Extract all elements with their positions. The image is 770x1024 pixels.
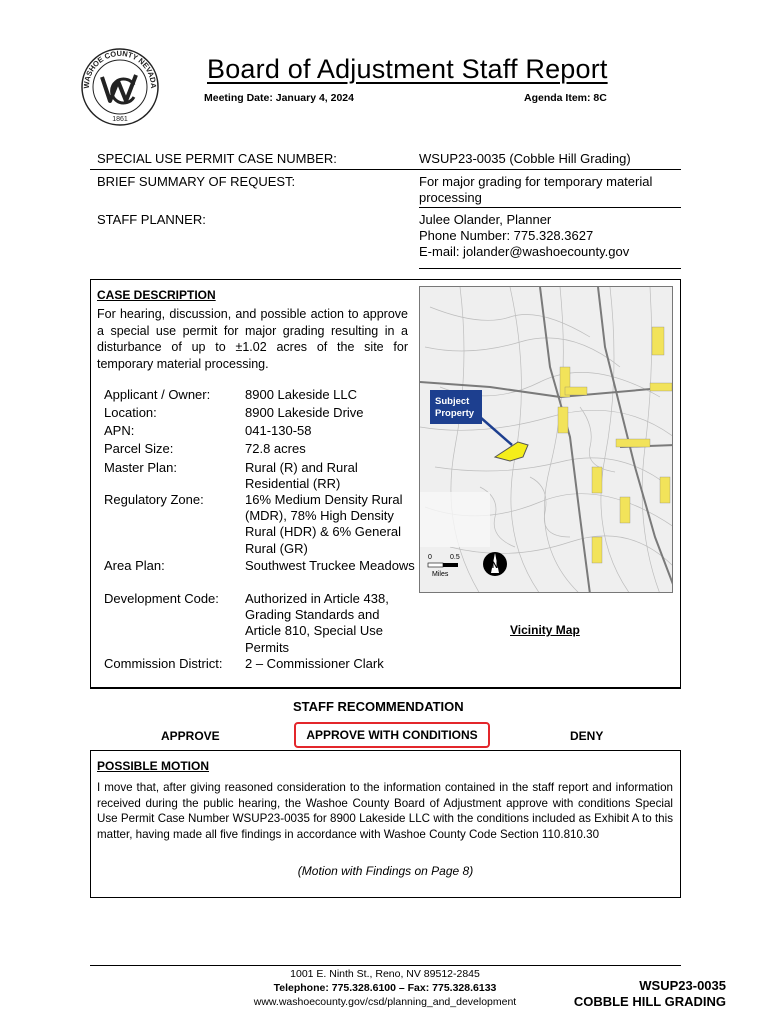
detail-label: APN: [104, 423, 135, 438]
case-description-text: For hearing, discussion, and possible action to approve a special use permit for major grading resulting in a disturbance of up to ±1.02 acres of the site for temporary material processing. [97, 307, 408, 371]
svg-text:0: 0 [428, 554, 432, 561]
table-divider [90, 169, 681, 170]
detail-value: 8900 Lakeside LLC [245, 387, 358, 402]
footer-rule [90, 965, 681, 966]
table-divider [419, 207, 681, 208]
staff-planner-label: STAFF PLANNER: [97, 212, 206, 227]
vicinity-map [419, 286, 673, 593]
possible-motion-text: I move that, after giving reasoned consideration to the information contained in the staff report and information received during the public hearing, the Washoe County Board of Adjustment approve with conditions Special Use Permit Case Number WSUP23-0035 for 8900 Lakeside LLC with the conditions included as Exhibit A to this matter, having made all five findings in accordance with Washoe County Code Section 110.810.30 [97, 781, 673, 841]
case-description-heading: CASE DESCRIPTION [97, 288, 216, 302]
footer-case-number: WSUP23-0035 [639, 978, 726, 993]
svg-text:N: N [491, 560, 499, 570]
detail-label: Master Plan: [104, 460, 177, 475]
approve-option: APPROVE [161, 729, 220, 743]
footer-url[interactable]: www.washoecounty.gov/csd/planning_and_development [253, 996, 517, 1008]
detail-label: Location: [104, 405, 157, 420]
approve-with-conditions-option: APPROVE WITH CONDITIONS [294, 722, 490, 748]
detail-label: Parcel Size: [104, 441, 174, 456]
vicinity-map-graphic [420, 287, 673, 593]
summary-value: For major grading for temporary material processing [419, 174, 653, 205]
detail-label: Regulatory Zone: [104, 492, 204, 507]
summary-label: BRIEF SUMMARY OF REQUEST: [97, 174, 296, 189]
detail-value: Southwest Truckee Meadows [245, 558, 415, 573]
case-box-bottom-rule [90, 687, 681, 689]
footer-phone: Telephone: 775.328.6100 – Fax: 775.328.6133 [273, 982, 497, 994]
svg-text:SubjectProperty: Subject Property [435, 396, 475, 419]
detail-label: Applicant / Owner: [104, 387, 211, 402]
washoe-county-seal [80, 47, 160, 127]
footer-case-name: COBBLE HILL GRADING [573, 994, 726, 1009]
deny-option: DENY [570, 729, 604, 743]
svg-text:WASHOE COUNTY NEVADA: WASHOE COUNTY NEVADA [81, 48, 159, 89]
detail-label: Development Code: [104, 591, 219, 606]
agenda-item: Agenda Item: 8C [524, 92, 607, 104]
report-title: Board of Adjustment Staff Report [207, 54, 608, 84]
detail-label: Area Plan: [104, 558, 165, 573]
possible-motion-heading: POSSIBLE MOTION [97, 759, 210, 773]
north-arrow-icon [483, 552, 507, 576]
footer-address: 1001 E. Ninth St., Reno, NV 89512-2845 [290, 968, 480, 980]
detail-value: 8900 Lakeside Drive [245, 405, 364, 420]
detail-value: Authorized in Article 438, Grading Standards and Article 810, Special Use Permits [245, 591, 389, 655]
svg-text:Miles: Miles [432, 571, 449, 578]
detail-value: 72.8 acres [245, 441, 306, 456]
meeting-date: Meeting Date: January 4, 2024 [204, 92, 354, 104]
staff-recommendation-title: STAFF RECOMMENDATION [293, 699, 464, 714]
planner-phone: Phone Number: 775.328.3627 [419, 228, 594, 243]
detail-value: 16% Medium Density Rural (MDR), 78% High Density Rural (HDR) & 6% General Rural (GR) [245, 492, 403, 556]
planner-name: Julee Olander, Planner [419, 212, 552, 227]
detail-value: Rural (R) and Rural Residential (RR) [245, 460, 358, 492]
planner-email: E-mail: jolander@washoecounty.gov [419, 244, 630, 259]
detail-label: Commission District: [104, 656, 223, 671]
detail-value: 2 – Commissioner Clark [245, 656, 384, 671]
detail-value: 041-130-58 [245, 423, 312, 438]
case-number-value: WSUP23-0035 (Cobble Hill Grading) [419, 151, 631, 166]
svg-text:0.5: 0.5 [450, 554, 460, 561]
vicinity-map-caption: Vicinity Map [510, 623, 580, 637]
table-divider [419, 268, 681, 269]
staff-planner-value [419, 212, 681, 260]
svg-text:1861: 1861 [112, 116, 128, 123]
motion-findings-note: (Motion with Findings on Page 8) [297, 864, 474, 878]
case-number-label: SPECIAL USE PERMIT CASE NUMBER: [97, 151, 337, 166]
